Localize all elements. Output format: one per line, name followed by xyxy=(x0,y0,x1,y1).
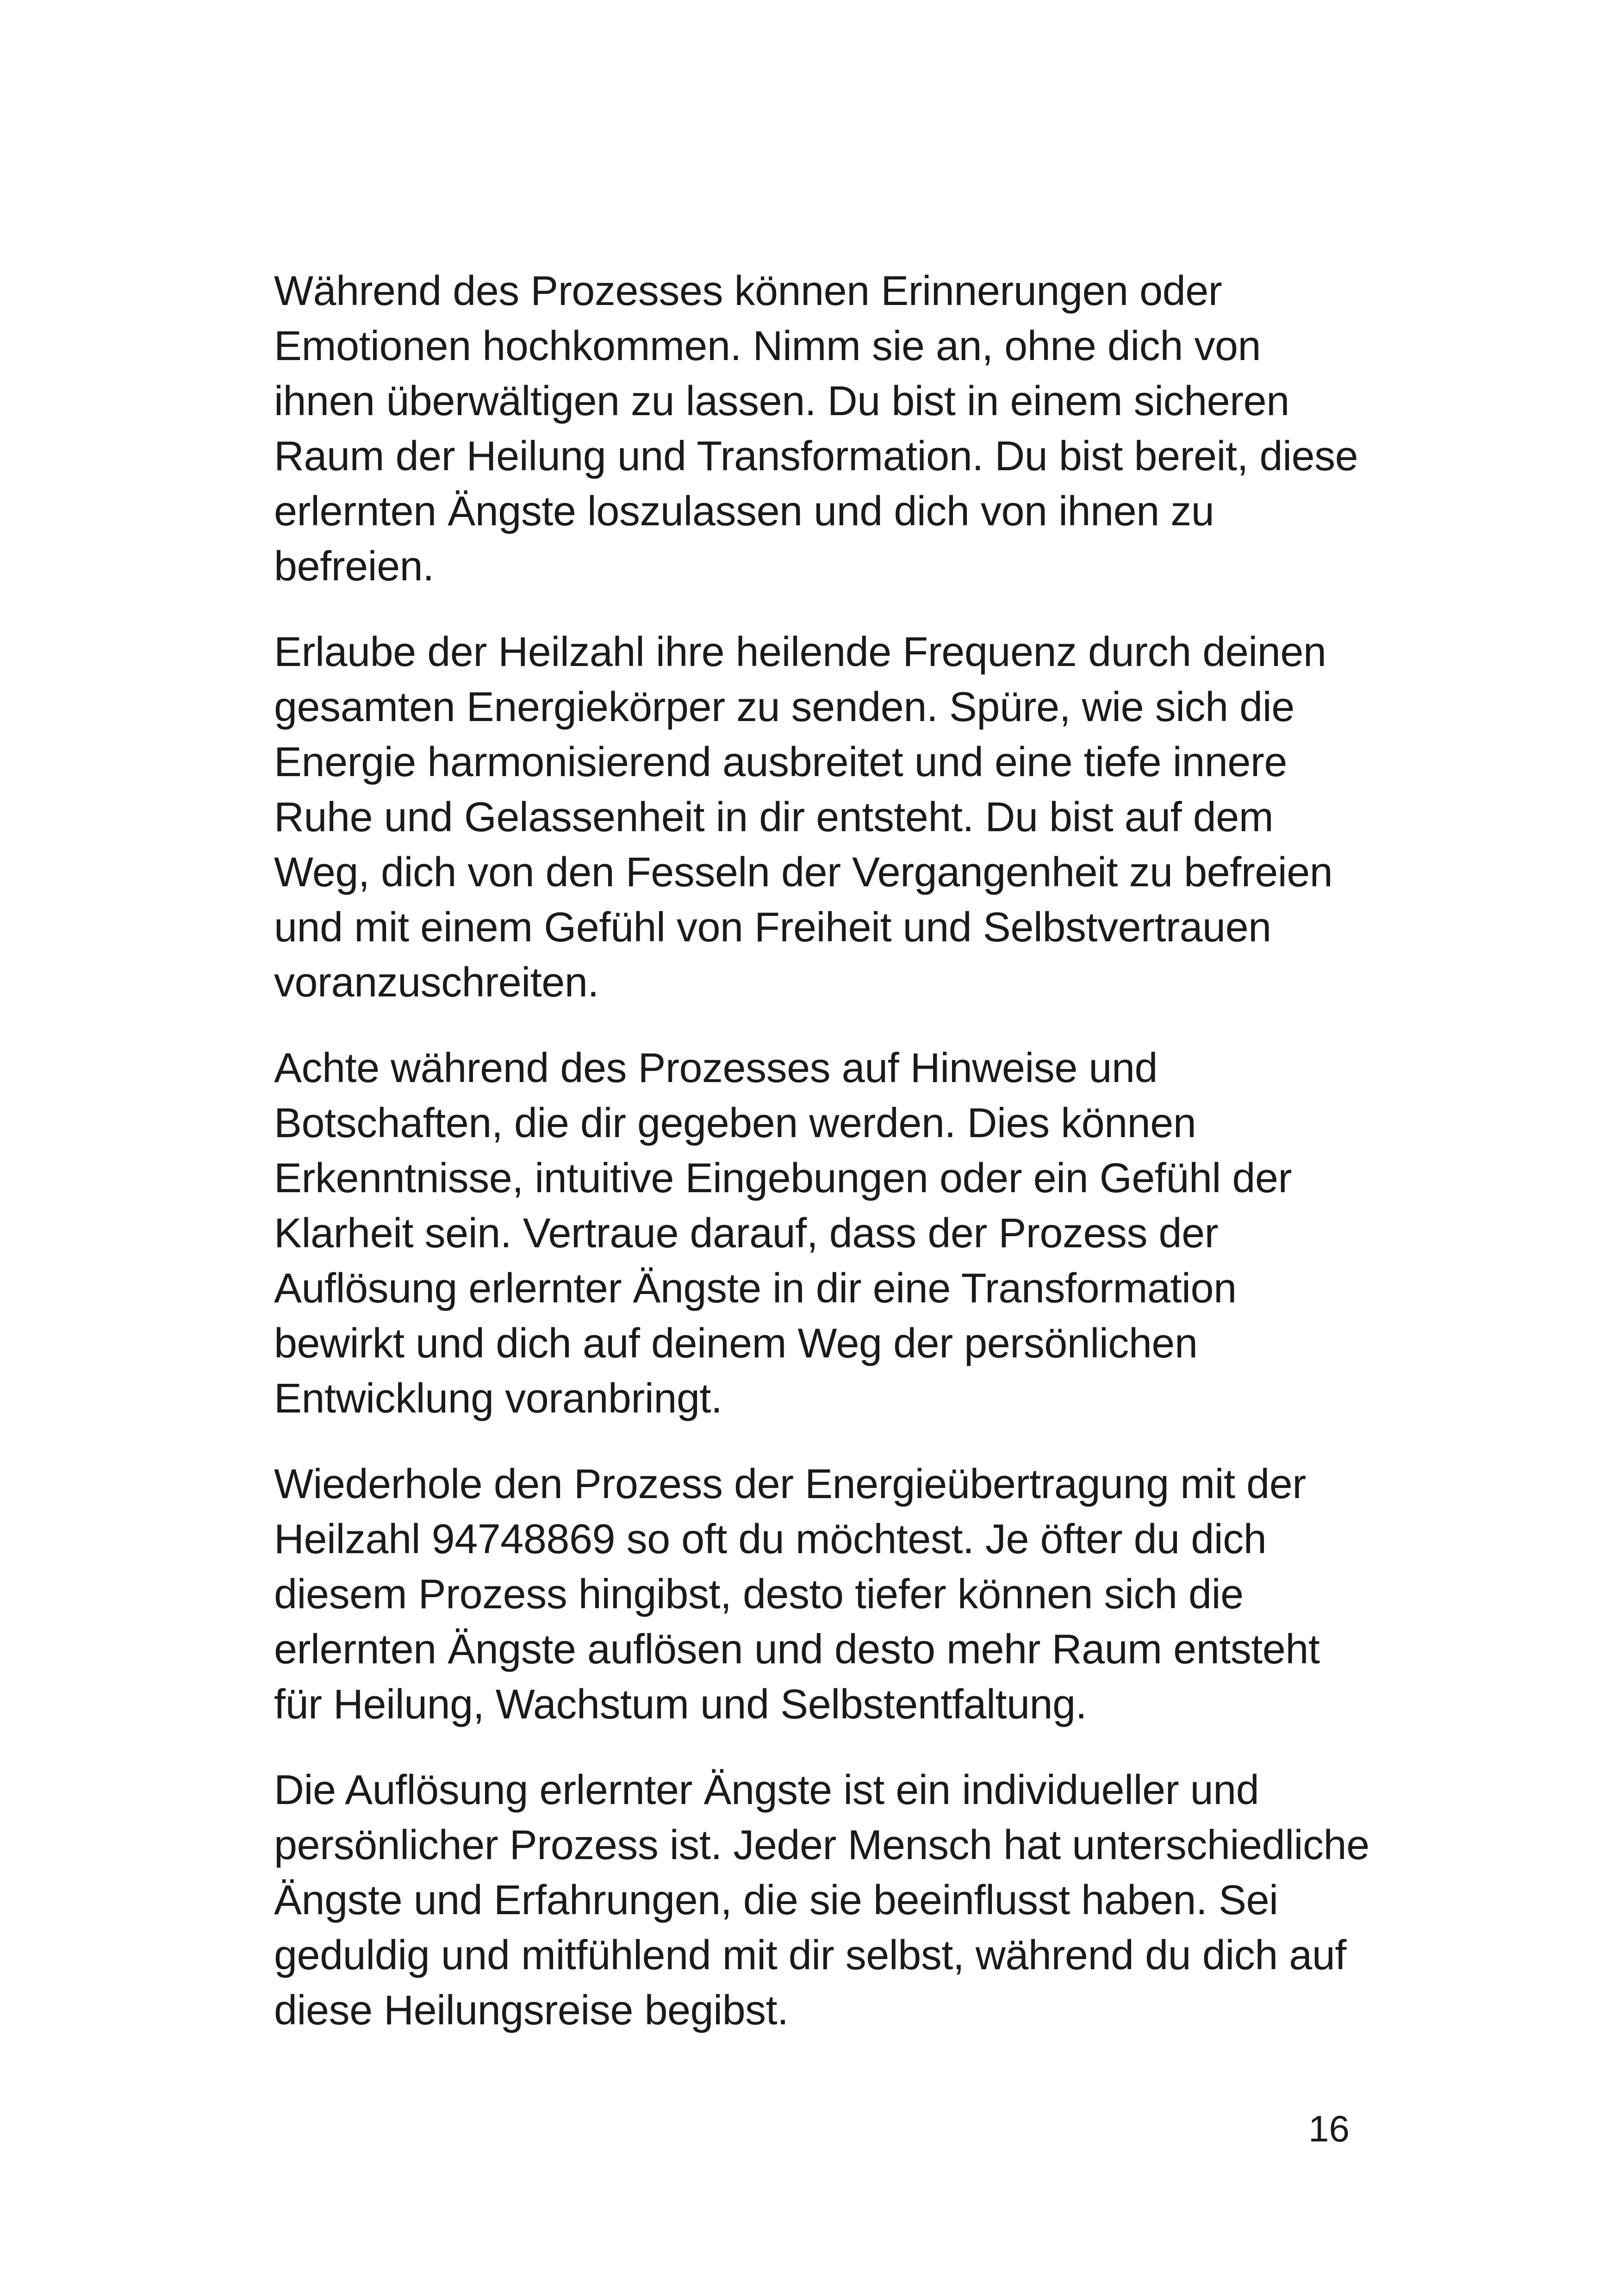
paragraph-4: Wiederhole den Prozess der Energieübertragung mit der Heilzahl 94748869 so oft du möchtest. Je öfter du dich diesem Prozess hingibst, desto tiefer können sich die erlernten Ängste auflösen und desto mehr Raum entsteht für Heilung, Wachstum und Selbstentfaltung. xyxy=(274,1461,1320,1728)
paragraph-3: Achte während des Prozesses auf Hinweise und Botschaften, die dir gegeben werden. Dies können Erkenntnisse, intuitive Eingebungen oder ein Gefühl der Klarheit sein. Vertraue darauf, dass der Prozess der Auflösung erlernter Ängste in dir eine Transformation bewirkt und dich auf deinem Weg der persönlichen Entwicklung voranbringt. xyxy=(274,1045,1292,1422)
paragraph-2: Erlaube der Heilzahl ihre heilende Frequenz durch deinen gesamten Energiekörper zu senden. Spüre, wie sich die Energie harmonisierend ausbreitet und eine tiefe innere Ruhe und Gelassenheit in dir entsteht. Du bist auf dem Weg, dich von den Fesseln der Vergangenheit zu befreien und mit einem Gefühl von Freiheit und Selbstvertrauen voranzuschreiten. xyxy=(274,629,1333,1006)
paragraph-1: Während des Prozesses können Erinnerungen oder Emotionen hochkommen. Nimm sie an, ohne dich von ihnen überwältigen zu lassen. Du bist in einem sicheren Raum der Heilung und Transformation. Du bist bereit, diese erlernten Ängste loszulassen und dich von ihnen zu befreien. xyxy=(274,268,1358,590)
paragraph-5: Die Auflösung erlernter Ängste ist ein individueller und persönlicher Prozess ist. Jeder Mensch hat unterschiedliche Ängste und Erfahrungen, die sie beeinflusst haben. Sei geduldig und mitfühlend mit dir selbst, während du dich auf diese Heilungsreise begibst. xyxy=(274,1767,1369,2034)
page-number: 16 xyxy=(1308,2108,1350,2149)
body-text xyxy=(274,264,1371,2069)
